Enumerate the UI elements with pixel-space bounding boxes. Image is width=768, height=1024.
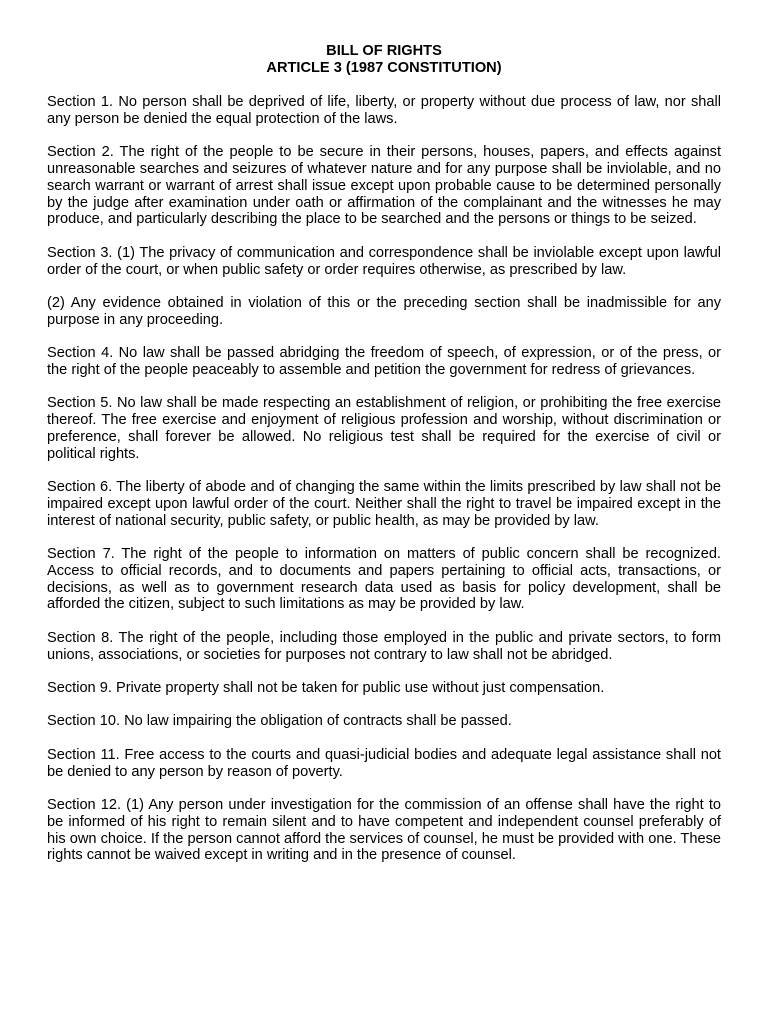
- section-1-paragraph: Section 1. No person shall be deprived of life, liberty, or property without due process of law, nor shall any person be denied the equal protection of the laws.: [47, 94, 721, 127]
- section-9-paragraph: Section 9. Private property shall not be taken for public use without just compensation.: [47, 680, 605, 697]
- section-10-paragraph: Section 10. No law impairing the obligation of contracts shall be passed.: [47, 713, 512, 730]
- section-3-1-paragraph: Section 3. (1) The privacy of communication and correspondence shall be inviolable except upon lawful order of the court, or when public safety or order requires otherwise, as prescribed by law.: [47, 244, 721, 278]
- section-4-paragraph: Section 4. No law shall be passed abridging the freedom of speech, of expression, or of the press, or the right of the people peaceably to assemble and petition the government for redress of grievances.: [47, 345, 721, 378]
- section-12-paragraph: Section 12. (1) Any person under investigation for the commission of an offense shall have the right to be informed of his right to remain silent and to have competent and independent counsel preferably of his own choice. If the person cannot afford the services of counsel, he must be provided with one. These rights cannot be waived except in writing and in the presence of counsel.: [47, 797, 721, 864]
- section-2-paragraph: Section 2. The right of the people to be secure in their persons, houses, papers, and effects against unreasonable searches and seizures of whatever nature and for any purpose shall be inviolable, and no search warrant or warrant of arrest shall issue except upon probable cause to be determined personally by the judge after examination under oath or affirmation of the complainant and the witnesses he may produce, and particularly describing the place to be searched and the persons or things to be seized.: [47, 144, 721, 228]
- document-header: [47, 43, 721, 77]
- section-6-paragraph: Section 6. The liberty of abode and of changing the same within the limits prescribed by law shall not be impaired except upon lawful order of the court. Neither shall the right to travel be impaired except in the interest of national security, public safety, or public health, as may be provided by law.: [47, 479, 721, 529]
- document-subtitle: ARTICLE 3 (1987 CONSTITUTION): [266, 60, 502, 76]
- document-title: BILL OF RIGHTS: [326, 43, 442, 59]
- section-8-paragraph: Section 8. The right of the people, including those employed in the public and private sectors, to form unions, associations, or societies for purposes not contrary to law shall not be abridged.: [47, 629, 721, 663]
- document-body: [47, 94, 721, 881]
- section-7-paragraph: Section 7. The right of the people to information on matters of public concern shall be recognized. Access to official records, and to documents and papers pertaining to official acts, transactions, or decisions, as well as to government research data used as basis for policy development, shall be afforded the citizen, subject to such limitations as may be provided by law.: [47, 546, 721, 613]
- section-3-2-paragraph: (2) Any evidence obtained in violation of this or the preceding section shall be inadmissible for any purpose in any proceeding.: [47, 294, 721, 328]
- section-5-paragraph: Section 5. No law shall be made respecting an establishment of religion, or prohibiting the free exercise thereof. The free exercise and enjoyment of religious profession and worship, without discrimination or preference, shall forever be allowed. No religious test shall be required for the exercise of civil or political rights.: [47, 395, 721, 462]
- section-11-paragraph: Section 11. Free access to the courts and quasi-judicial bodies and adequate legal assistance shall not be denied to any person by reason of poverty.: [47, 746, 721, 780]
